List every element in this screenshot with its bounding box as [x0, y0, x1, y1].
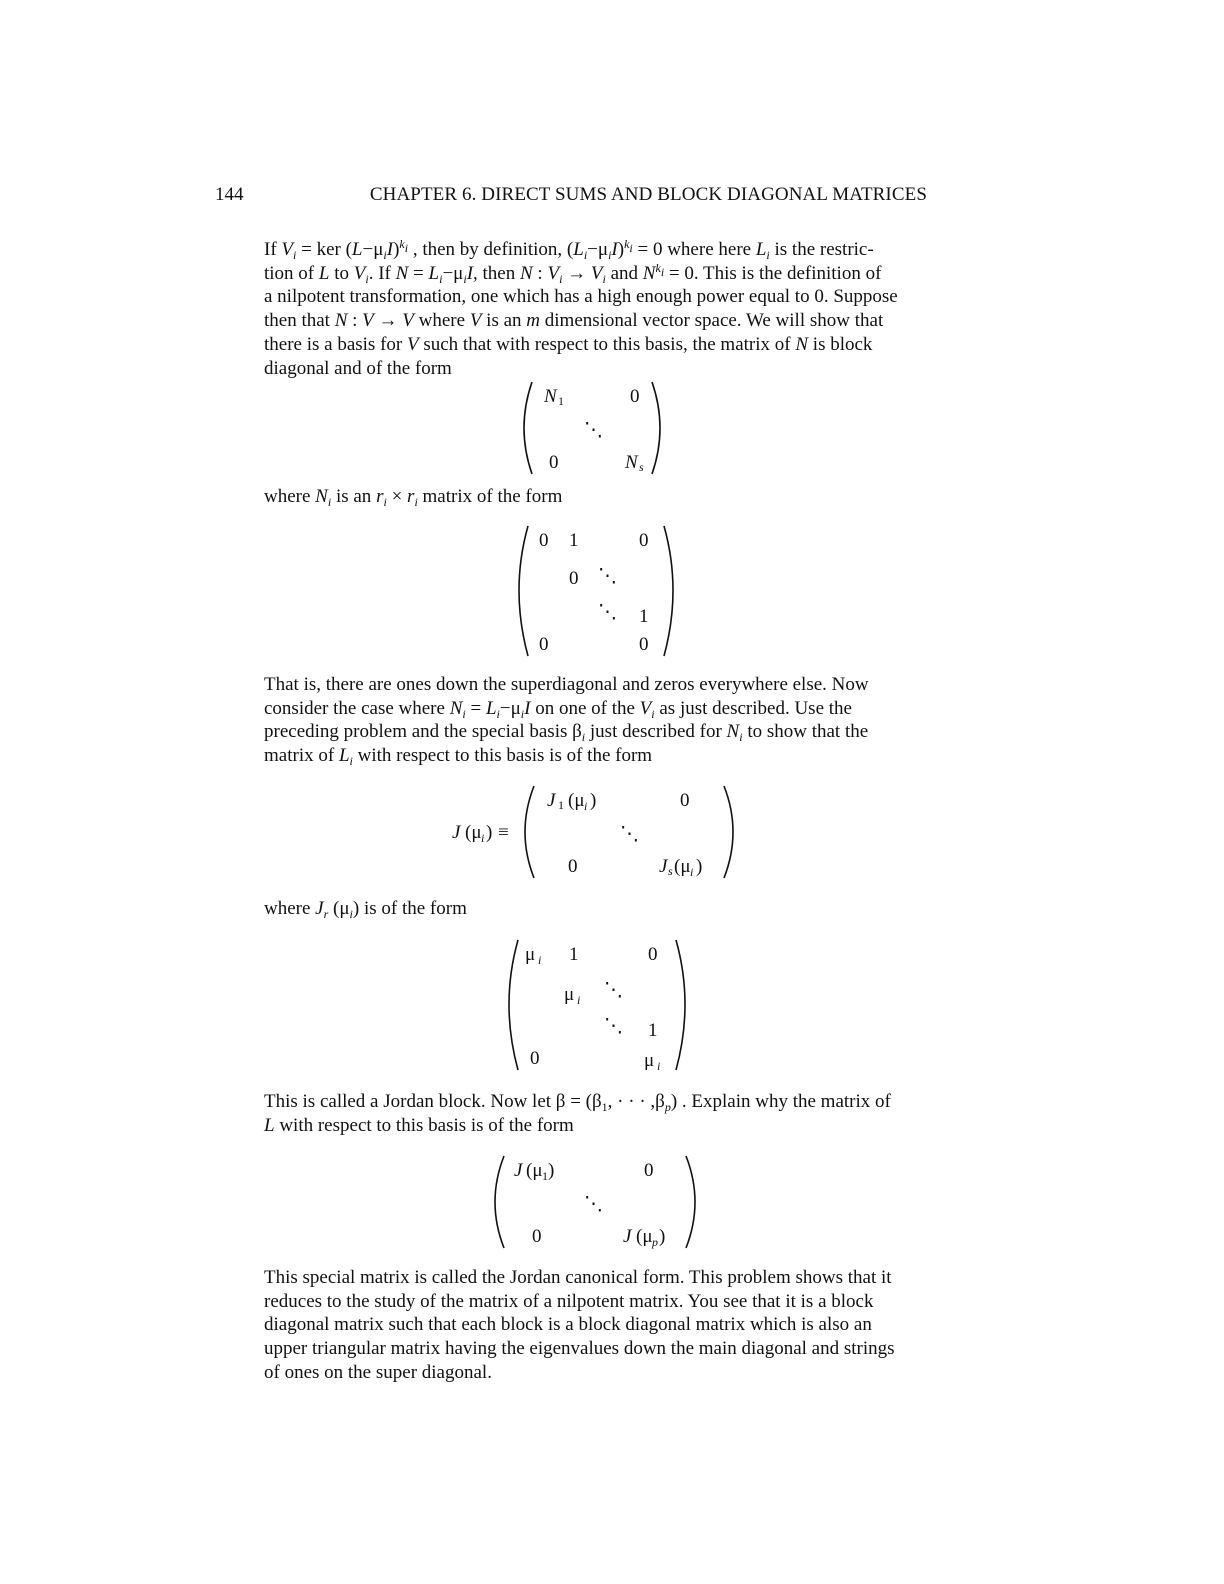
- diagonal-dots: ⋱: [604, 980, 623, 1001]
- text-line: matrix of $L_i$ with respect to this basis is of the form: [264, 745, 653, 769]
- matrix-entry: s: [639, 460, 644, 474]
- text-line: a nilpotent transformation, one which has a high enough power equal to 0. Suppose: [264, 286, 898, 308]
- paragraph-5: [264, 1090, 928, 1137]
- matrix-label: J: [452, 822, 461, 843]
- matrix-entry: J: [623, 1226, 632, 1247]
- matrix-entry: (μ: [674, 856, 691, 877]
- text-line: L with respect to this basis is of the form: [264, 1114, 574, 1136]
- text-line: This is called a Jordan block. Now let $\beta = (\beta_1$, · · · $,\beta_p$) . Explain why the matrix of: [264, 1091, 891, 1114]
- matrix-entry: 0: [549, 452, 559, 473]
- right-paren: [724, 786, 733, 878]
- diagonal-dots: ⋱: [598, 566, 617, 587]
- matrix-entry: μ: [525, 944, 536, 965]
- jordan-block-matrix: [504, 936, 690, 1081]
- matrix-entry: 1: [542, 1169, 548, 1183]
- right-paren: [664, 526, 673, 656]
- text-line: diagonal matrix such that each block is a block diagonal matrix which is also an: [264, 1314, 872, 1336]
- right-paren: [652, 382, 660, 474]
- matrix-entry: N: [625, 452, 638, 473]
- matrix-entry: (μ: [526, 1160, 543, 1181]
- matrix-entry: ): [590, 790, 597, 811]
- matrix-entry: 1: [569, 944, 579, 965]
- paragraph-1: [264, 238, 928, 380]
- left-paren: [509, 940, 518, 1070]
- matrix-entry: i: [584, 799, 588, 813]
- text-line: there is a basis for V such that with respect to this basis, the matrix of N is block: [264, 333, 873, 355]
- matrix-entry: 1: [558, 394, 564, 408]
- matrix-entry: 0: [539, 634, 549, 655]
- matrix-entry: (μ: [568, 790, 585, 811]
- right-paren: [676, 940, 685, 1070]
- text-line: tion of L to $V_i$. If $N = L_i-\mu_iI$, then N : $V_i \to V_i$ and $N^{k_i} = 0$. This is the definition of: [264, 260, 882, 286]
- matrix-entry: 0: [569, 568, 579, 589]
- matrix-entry: 1: [648, 1020, 658, 1041]
- diagonal-dots: ⋱: [584, 1194, 603, 1215]
- jordan-matrix-j-mu-i: [448, 782, 748, 887]
- matrix-label: (μ: [465, 822, 482, 843]
- diagonal-dots: ⋱: [604, 1016, 623, 1037]
- block-diagonal-matrix-n: [518, 378, 678, 483]
- paragraph-3: [264, 673, 928, 768]
- matrix-entry: 0: [648, 944, 658, 965]
- diagonal-dots: ⋱: [598, 602, 617, 623]
- matrix-entry: J: [547, 790, 556, 811]
- matrix-entry: J: [659, 856, 668, 877]
- left-paren: [524, 382, 532, 474]
- text-line: reduces to the study of the matrix of a nilpotent matrix. You see that it is a block: [264, 1290, 874, 1312]
- right-paren: [686, 1156, 695, 1248]
- matrix-entry: 0: [644, 1160, 654, 1181]
- matrix-label: i: [481, 831, 485, 845]
- text-line: where $J_r$ $(\mu_i)$ is of the form: [264, 898, 467, 921]
- matrix-entry: s: [668, 864, 673, 878]
- matrix-entry: 0: [568, 856, 578, 877]
- paragraph-4: [264, 897, 928, 921]
- diagonal-dots: ⋱: [584, 420, 603, 441]
- matrix-entry: i: [577, 993, 581, 1007]
- text-line: then that N : V → V where V is an m dimensional vector space. We will show that: [264, 310, 884, 332]
- paragraph-6: [264, 1266, 928, 1385]
- matrix-entry: (μ: [636, 1226, 653, 1247]
- matrix-entry: μ: [644, 1050, 655, 1071]
- matrix-entry: J: [514, 1160, 523, 1181]
- matrix-entry: 0: [639, 530, 649, 551]
- diagonal-dots: ⋱: [620, 824, 639, 845]
- matrix-entry: 1: [569, 530, 579, 551]
- text-line: That is, there are ones down the superdiagonal and zeros everywhere else. Now: [264, 674, 869, 695]
- text-line: upper triangular matrix having the eigenvalues down the main diagonal and strings: [264, 1338, 895, 1360]
- text-line: where $N_i$ is an $r_i \times r_i$ matrix of the form: [264, 486, 563, 509]
- matrix-entry: 1: [639, 606, 649, 627]
- text-line: consider the case where $N_i = L_i-\mu_iI$ on one of the $V_i$ as just described. Use the: [264, 697, 852, 721]
- paragraph-2: [264, 485, 928, 509]
- matrix-entry: i: [690, 865, 694, 879]
- matrix-entry: 0: [639, 634, 649, 655]
- page-header: [215, 184, 927, 210]
- text-line: of ones on the super diagonal.: [264, 1361, 492, 1383]
- matrix-entry: 1: [558, 798, 564, 812]
- running-head: CHAPTER 6. DIRECT SUMS AND BLOCK DIAGONAL MATRICES: [369, 184, 927, 205]
- matrix-entry: ): [548, 1160, 555, 1181]
- page-number: 144: [215, 184, 244, 205]
- text-line: preceding problem and the special basis $\beta_i$ just described for $N_i$ to show that the: [264, 721, 869, 745]
- matrix-entry: ): [696, 856, 703, 877]
- left-paren: [519, 526, 528, 656]
- nilpotent-block-matrix: [514, 522, 684, 667]
- matrix-entry: 0: [530, 1048, 540, 1069]
- matrix-entry: μ: [564, 984, 575, 1005]
- matrix-entry: p: [652, 1235, 658, 1249]
- text-line: This special matrix is called the Jordan canonical form. This problem shows that it: [264, 1267, 892, 1288]
- matrix-entry: 0: [630, 386, 640, 407]
- matrix-entry: 0: [539, 530, 549, 551]
- matrix-entry: N: [544, 386, 557, 407]
- jordan-canonical-form-matrix: [490, 1152, 706, 1257]
- matrix-entry: ): [659, 1226, 666, 1247]
- matrix-entry: 0: [680, 790, 690, 811]
- matrix-entry: i: [657, 1059, 661, 1073]
- text-line: diagonal and of the form: [264, 357, 452, 379]
- left-paren: [495, 1156, 504, 1248]
- matrix-label: ): [486, 822, 493, 843]
- equiv-sign: ≡: [498, 822, 509, 843]
- left-paren: [525, 786, 534, 878]
- text-line: If $V_i$ = ker $(L-\mu_iI)^{k_i}$ , then by definition, $(L_i-\mu_iI)^{k_i} = 0$ where here $L_i$ is the restric-: [264, 237, 874, 262]
- matrix-entry: 0: [532, 1226, 542, 1247]
- matrix-entry: i: [538, 953, 542, 967]
